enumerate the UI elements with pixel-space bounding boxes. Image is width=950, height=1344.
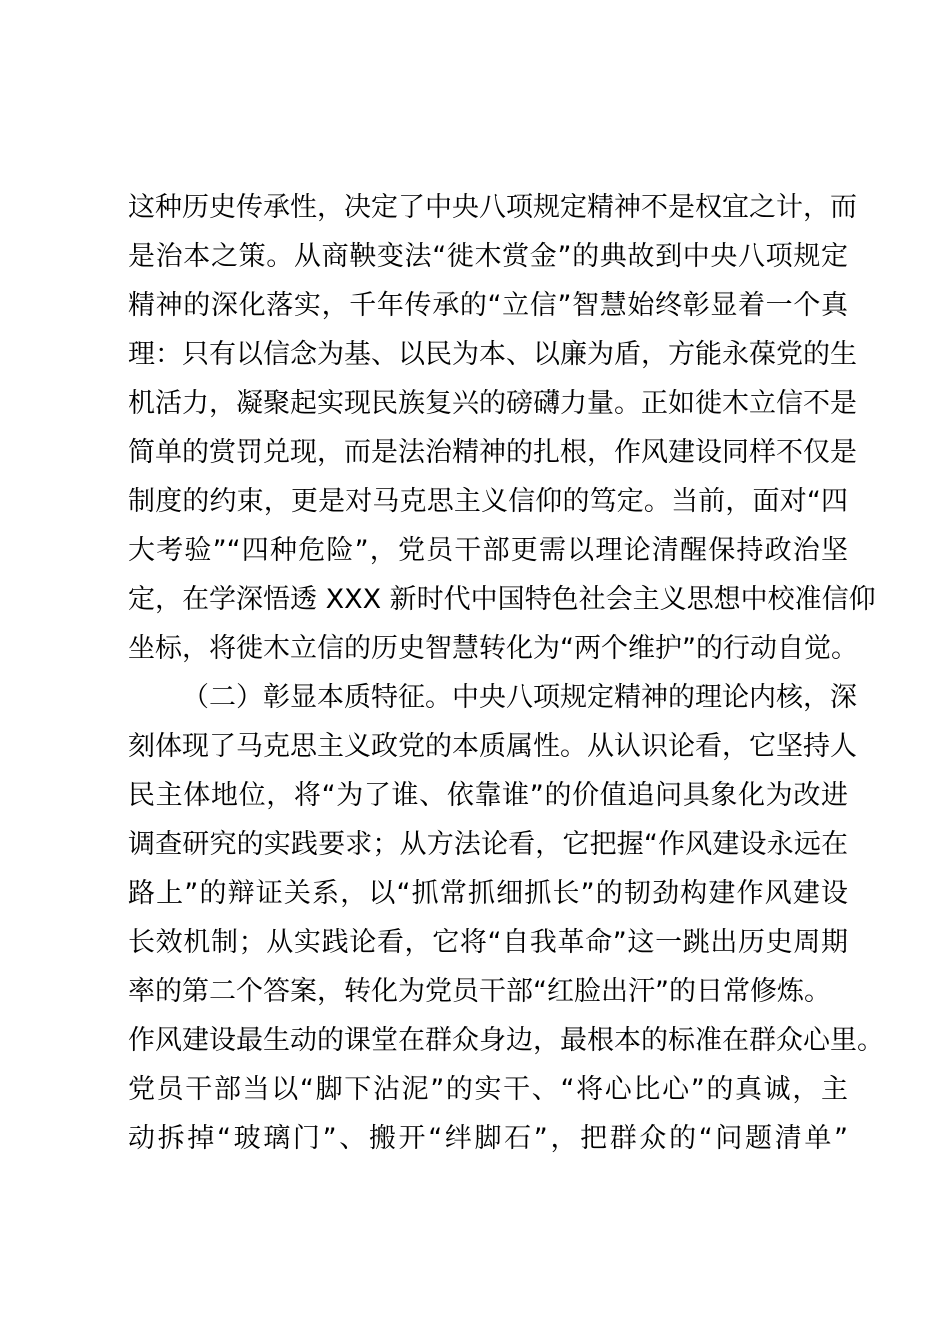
text-line: 理：只有以信念为基、以民为本、以廉为盾，方能永葆党的生 <box>128 339 857 370</box>
body-text <box>128 183 884 1163</box>
text-line: 这种历史传承性，决定了中央八项规定精神不是权宜之计，而 <box>128 192 857 223</box>
text-line: 定，在学深悟透 XXX 新时代中国特色社会主义思想中校准信仰 <box>128 584 876 615</box>
text-line: 作风建设最生动的课堂在群众身边，最根本的标准在群众心里。 <box>128 1025 884 1056</box>
text-line: 路上”的辩证关系，以“抓常抓细抓长”的韧劲构建作风建设 <box>128 878 848 909</box>
text-line: 率的第二个答案，转化为党员干部“红脸出汗”的日常修炼。 <box>128 976 831 1007</box>
text-line: 坐标，将徙木立信的历史智慧转化为“两个维护”的行动自觉。 <box>128 633 858 664</box>
text-line: 党员干部当以“脚下沾泥”的实干、“将心比心”的真诚，主 <box>128 1074 848 1105</box>
text-line: 调查研究的实践要求；从方法论看，它把握“作风建设永远在 <box>128 829 848 860</box>
text-line: 制度的约束，更是对马克思主义信仰的笃定。当前，面对“四 <box>128 486 848 517</box>
text-line: 大考验”“四种危险”，党员干部更需以理论清醒保持政治坚 <box>128 535 848 566</box>
text-line: 动拆掉“玻璃门”、搬开“绊脚石”，把群众的“问题清单” <box>128 1123 848 1154</box>
text-line: 精神的深化落实，千年传承的“立信”智慧始终彰显着一个真 <box>128 290 848 321</box>
text-line: 简单的赏罚兑现，而是法治精神的扎根，作风建设同样不仅是 <box>128 437 857 468</box>
text-line: 民主体地位，将“为了谁、依靠谁”的价值追问具象化为改进 <box>128 780 848 811</box>
text-line: 机活力，凝聚起实现民族复兴的磅礴力量。正如徙木立信不是 <box>128 388 857 419</box>
text-line: 是治本之策。从商鞅变法“徙木赏金”的典故到中央八项规定 <box>128 241 848 272</box>
text-line: 刻体现了马克思主义政党的本质属性。从认识论看，它坚持人 <box>128 731 857 762</box>
text-line: 长效机制；从实践论看，它将“自我革命”这一跳出历史周期 <box>128 927 848 958</box>
section-heading-line: （二）彰显本质特征。中央八项规定精神的理论内核，深 <box>182 682 857 713</box>
